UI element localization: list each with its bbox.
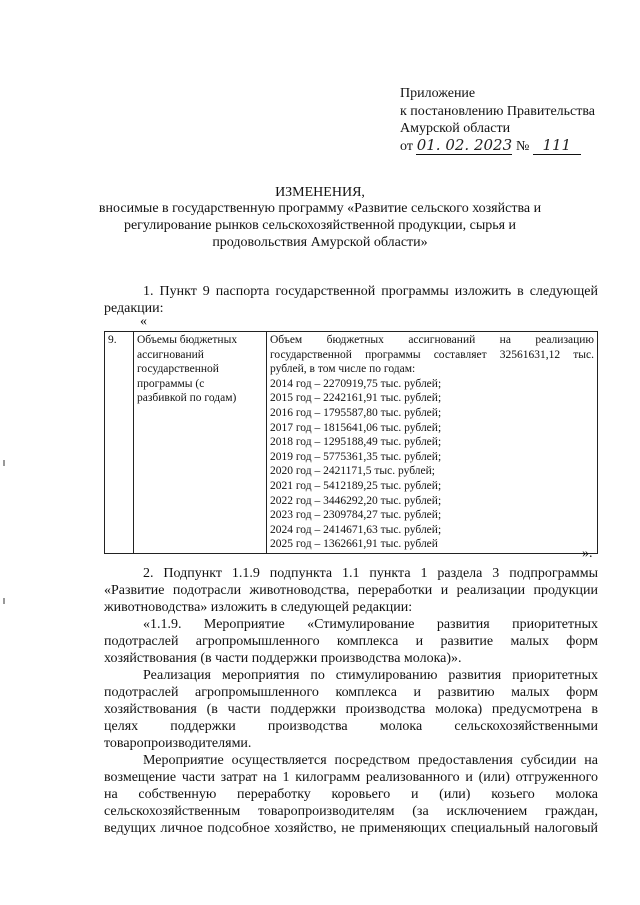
p2-line: 2. Подпункт 1.1.9 подпункта 1.1 пункта 1 раздела 3 подпрограммы [143, 566, 598, 581]
appendix-decree-line: к постановлению Правительства [400, 104, 596, 119]
opening-quote: « [140, 314, 147, 329]
paragraph-2 [104, 565, 598, 616]
p3-line: «1.1.9. Мероприятие «Стимулирование развития приоритетных [143, 617, 598, 632]
row-value-line: Объем бюджетных ассигнований на реализацию [270, 334, 594, 346]
scan-mark [3, 598, 5, 604]
row-value-line: 2024 год – 2414671,63 тыс. рублей; [270, 523, 442, 536]
row-value-line: 2022 год – 3446292,20 тыс. рублей; [270, 494, 442, 507]
p5-line: на собственную переработку коровьего и (или) козьего молока [104, 787, 598, 802]
row-value-line: 2015 год – 2242161,91 тыс. рублей; [270, 392, 442, 405]
title-line-3: продовольствия Амурской области» [212, 235, 428, 250]
paragraph-1-line: редакции: [104, 301, 164, 316]
p5-line: возмещение части затрат на 1 килограмм реализованного и (или) отгруженного [104, 770, 598, 785]
row-label-line: государственной [137, 363, 219, 376]
p5-line: Мероприятие осуществляется посредством предоставления субсидии на [143, 753, 598, 768]
table-row [105, 332, 598, 554]
row-number: 9. [105, 332, 134, 554]
p3-line: хозяйствования (в части поддержки производства молока)». [104, 651, 462, 666]
number-label: № [515, 139, 530, 154]
row-value-line: 2019 год – 5775361,35 тыс. рублей; [270, 450, 442, 463]
row-label-line: Объемы бюджетных [137, 334, 238, 346]
p4-line: целях поддержки производства молока сельскохозяйственными [104, 719, 598, 734]
p5-line: ведущих личное подсобное хозяйство, не применяющих специальный налоговый [104, 821, 598, 836]
row-label-line: разбивкой по годам) [137, 392, 237, 405]
row-label-line: программы (с [137, 377, 205, 390]
row-value-line: государственной программы составляет 32561631,12 тыс. [270, 348, 594, 361]
paragraph-1 [104, 283, 598, 317]
paragraph-3 [104, 616, 598, 667]
row-value-line: рублей, в том числе по годам: [270, 363, 416, 376]
closing-quote: ». [582, 546, 593, 561]
row-label-list [137, 333, 263, 406]
row-value-line: 2018 год – 1295188,49 тыс. рублей; [270, 436, 442, 449]
scan-mark [3, 460, 5, 466]
p4-line: хозяйствования (в части поддержки производства молока) предусмотрена в [104, 702, 598, 717]
appendix-label: Приложение [400, 86, 476, 101]
title-line-1: вносимые в государственную программу «Развитие сельского хозяйства и [98, 201, 542, 216]
title-line-2: регулирование рынков сельскохозяйственной продукции, сырья и [123, 218, 517, 233]
handwritten-number: 111 [533, 137, 581, 155]
appendix-date-line [400, 137, 581, 155]
row-value-line: 2014 год – 2270919,75 тыс. рублей; [270, 377, 442, 390]
passport-table [104, 331, 598, 554]
p5-line: сельскохозяйственным товаропроизводителям (за исключением граждан, [104, 804, 598, 819]
row-value-line: 2020 год – 2421171,5 тыс. рублей; [270, 465, 435, 478]
p3-line: подотраслей агропромышленного комплекса и развитие малых форм [104, 634, 598, 649]
row-value-line: 2021 год – 5412189,25 тыс. рублей; [270, 479, 442, 492]
p4-line: подотраслей агропромышленного комплекса и развитию малых форм [104, 685, 598, 700]
paragraph-1-line: 1. Пункт 9 паспорта государственной программы изложить в следующей [143, 284, 598, 299]
row-value-line: 2017 год – 1815641,06 тыс. рублей; [270, 421, 442, 434]
date-prefix: от [400, 139, 413, 154]
row-label-cell [134, 332, 267, 554]
document-heading: ИЗМЕНЕНИЯ, [275, 185, 365, 200]
appendix-region-line: Амурской области [400, 121, 511, 136]
p4-line: товаропроизводителями. [104, 736, 252, 751]
handwritten-date: 01. 02. 2023 [416, 136, 513, 154]
row-value-cell [267, 332, 598, 554]
paragraph-5 [104, 752, 598, 837]
row-value-line: 2023 год – 2309784,27 тыс. рублей; [270, 509, 442, 522]
row-value-list [270, 333, 594, 552]
row-value-line: 2016 год – 1795587,80 тыс. рублей; [270, 406, 442, 419]
p2-line: «Развитие подотрасли животноводства, переработки и реализации продукции [104, 583, 598, 598]
row-value-line: 2025 год – 1362661,91 тыс. рублей [270, 538, 438, 551]
row-label-line: ассигнований [137, 348, 204, 361]
p2-line: животноводства» изложить в следующей редакции: [104, 600, 413, 615]
paragraph-4 [104, 667, 598, 752]
p4-line: Реализация мероприятия по стимулированию развития приоритетных [143, 668, 598, 683]
